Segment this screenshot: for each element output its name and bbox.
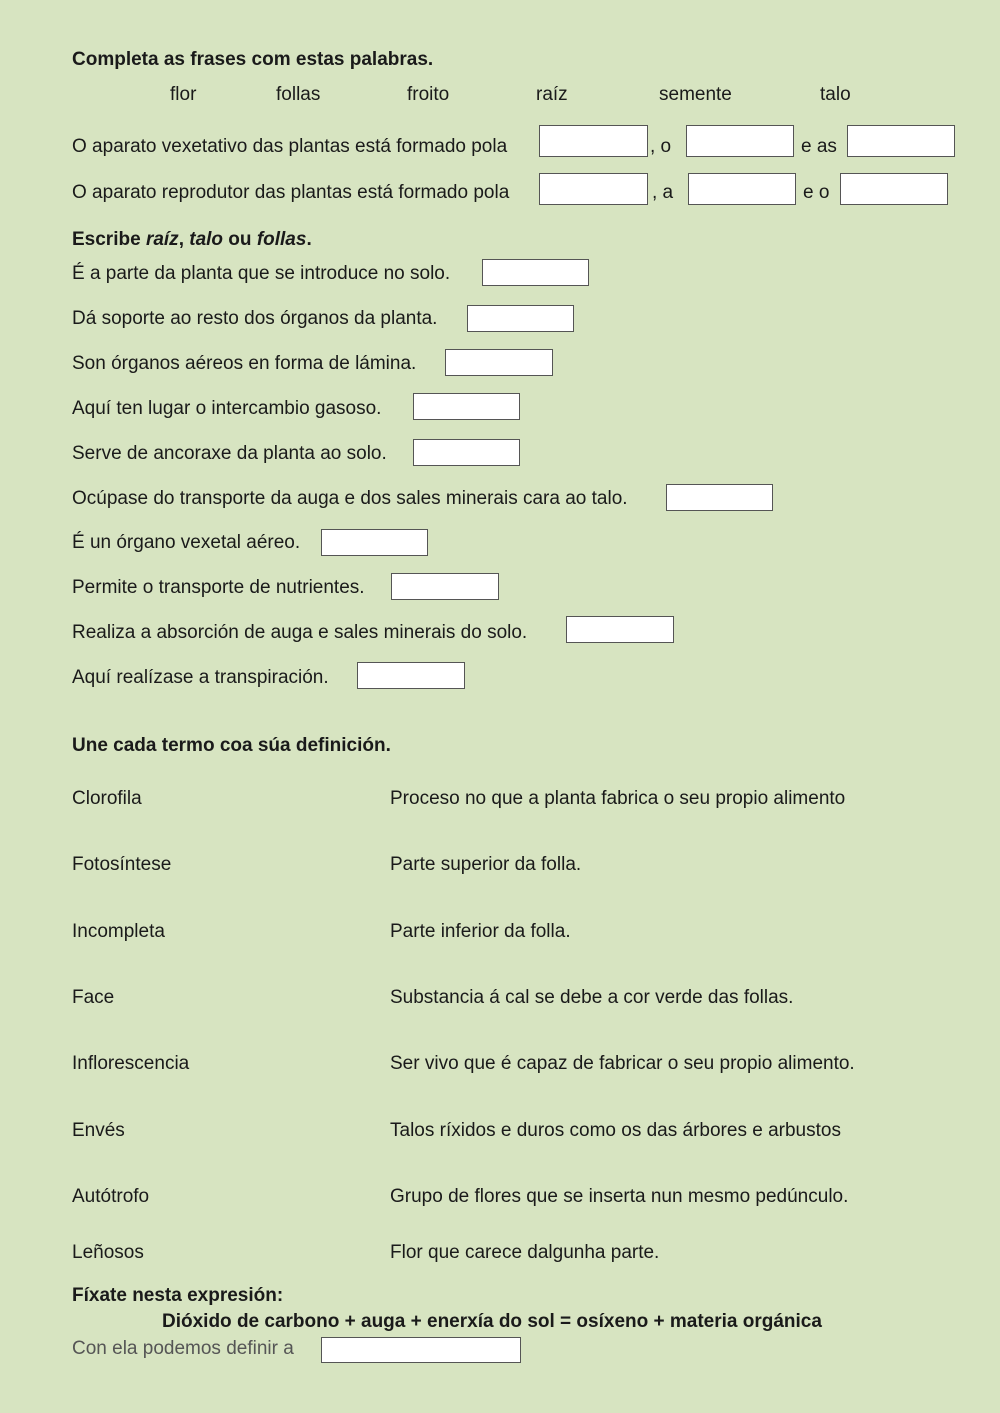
answer-blank-4[interactable] bbox=[413, 393, 520, 420]
answer-blank-7[interactable] bbox=[321, 529, 428, 556]
term-5[interactable]: Inflorescencia bbox=[72, 1053, 190, 1074]
definition-1[interactable]: Proceso no que a planta fabrica o seu propio alimento bbox=[390, 788, 846, 809]
answer-blank-5[interactable] bbox=[413, 439, 520, 466]
answer-blank-10[interactable] bbox=[357, 662, 465, 689]
photosynthesis-expression: Dióxido de carbono + auga + enerxía do sol = osíxeno + materia orgánica bbox=[162, 1311, 822, 1332]
vegetative-blank-2[interactable] bbox=[686, 125, 794, 157]
section4-title: Fíxate nesta expresión: bbox=[72, 1285, 284, 1306]
term-6[interactable]: Envés bbox=[72, 1120, 125, 1141]
vegetative-sep-2: e as bbox=[801, 136, 837, 157]
word-froito: froito bbox=[407, 84, 450, 105]
answer-blank-6[interactable] bbox=[666, 484, 773, 511]
section3-title: Une cada termo coa súa definición. bbox=[72, 735, 391, 756]
question-2: Dá soporte ao resto dos órganos da planta. bbox=[72, 308, 438, 329]
definition-7[interactable]: Grupo de flores que se inserta nun mesmo pedúnculo. bbox=[390, 1186, 849, 1207]
question-1: É a parte da planta que se introduce no solo. bbox=[72, 263, 451, 284]
answer-blank-3[interactable] bbox=[445, 349, 553, 376]
section2-title: Escribe raíz, talo ou follas. bbox=[72, 229, 312, 250]
question-6: Ocúpase do transporte da auga e dos sales minerais cara ao talo. bbox=[72, 488, 628, 509]
term-7[interactable]: Autótrofo bbox=[72, 1186, 150, 1207]
term-2[interactable]: Fotosíntese bbox=[72, 854, 172, 875]
vegetative-blank-3[interactable] bbox=[847, 125, 955, 157]
final-answer-blank[interactable] bbox=[321, 1337, 521, 1363]
term-3[interactable]: Incompleta bbox=[72, 921, 165, 942]
reproductive-blank-2[interactable] bbox=[688, 173, 796, 205]
term-1[interactable]: Clorofila bbox=[72, 788, 142, 809]
reproductive-blank-3[interactable] bbox=[840, 173, 948, 205]
reproductive-blank-1[interactable] bbox=[539, 173, 648, 205]
answer-blank-9[interactable] bbox=[566, 616, 674, 643]
definition-4[interactable]: Substancia á cal se debe a cor verde das follas. bbox=[390, 987, 794, 1008]
question-10: Aquí realízase a transpiración. bbox=[72, 667, 329, 688]
definition-5[interactable]: Ser vivo que é capaz de fabricar o seu propio alimento. bbox=[390, 1053, 855, 1074]
question-7: É un órgano vexetal aéreo. bbox=[72, 532, 301, 553]
word-talo: talo bbox=[820, 84, 851, 105]
word-flor: flor bbox=[170, 84, 197, 105]
answer-blank-1[interactable] bbox=[482, 259, 589, 286]
vegetative-sentence: O aparato vexetativo das plantas está formado pola bbox=[72, 136, 508, 157]
word-follas: follas bbox=[276, 84, 321, 105]
reproductive-sep-1: , a bbox=[652, 182, 674, 203]
definition-2[interactable]: Parte superior da folla. bbox=[390, 854, 582, 875]
answer-blank-8[interactable] bbox=[391, 573, 499, 600]
term-4[interactable]: Face bbox=[72, 987, 115, 1008]
answer-blank-2[interactable] bbox=[467, 305, 574, 332]
vegetative-blank-1[interactable] bbox=[539, 125, 648, 157]
definition-3[interactable]: Parte inferior da folla. bbox=[390, 921, 571, 942]
definition-8[interactable]: Flor que carece dalgunha parte. bbox=[390, 1242, 660, 1263]
reproductive-sentence: O aparato reprodutor das plantas está formado pola bbox=[72, 182, 510, 203]
reproductive-sep-2: e o bbox=[803, 182, 830, 203]
term-8[interactable]: Leñosos bbox=[72, 1242, 144, 1263]
section1-title: Completa as frases com estas palabras. bbox=[72, 49, 434, 70]
vegetative-sep-1: , o bbox=[650, 136, 672, 157]
final-question: Con ela podemos definir a bbox=[72, 1338, 294, 1359]
word-raiz: raíz bbox=[536, 84, 568, 105]
question-4: Aquí ten lugar o intercambio gasoso. bbox=[72, 398, 382, 419]
definition-6[interactable]: Talos ríxidos e duros como os das árbores e arbustos bbox=[390, 1120, 841, 1141]
question-9: Realiza a absorción de auga e sales minerais do solo. bbox=[72, 622, 528, 643]
question-8: Permite o transporte de nutrientes. bbox=[72, 577, 365, 598]
question-3: Son órganos aéreos en forma de lámina. bbox=[72, 353, 417, 374]
question-5: Serve de ancoraxe da planta ao solo. bbox=[72, 443, 387, 464]
word-semente: semente bbox=[659, 84, 732, 105]
